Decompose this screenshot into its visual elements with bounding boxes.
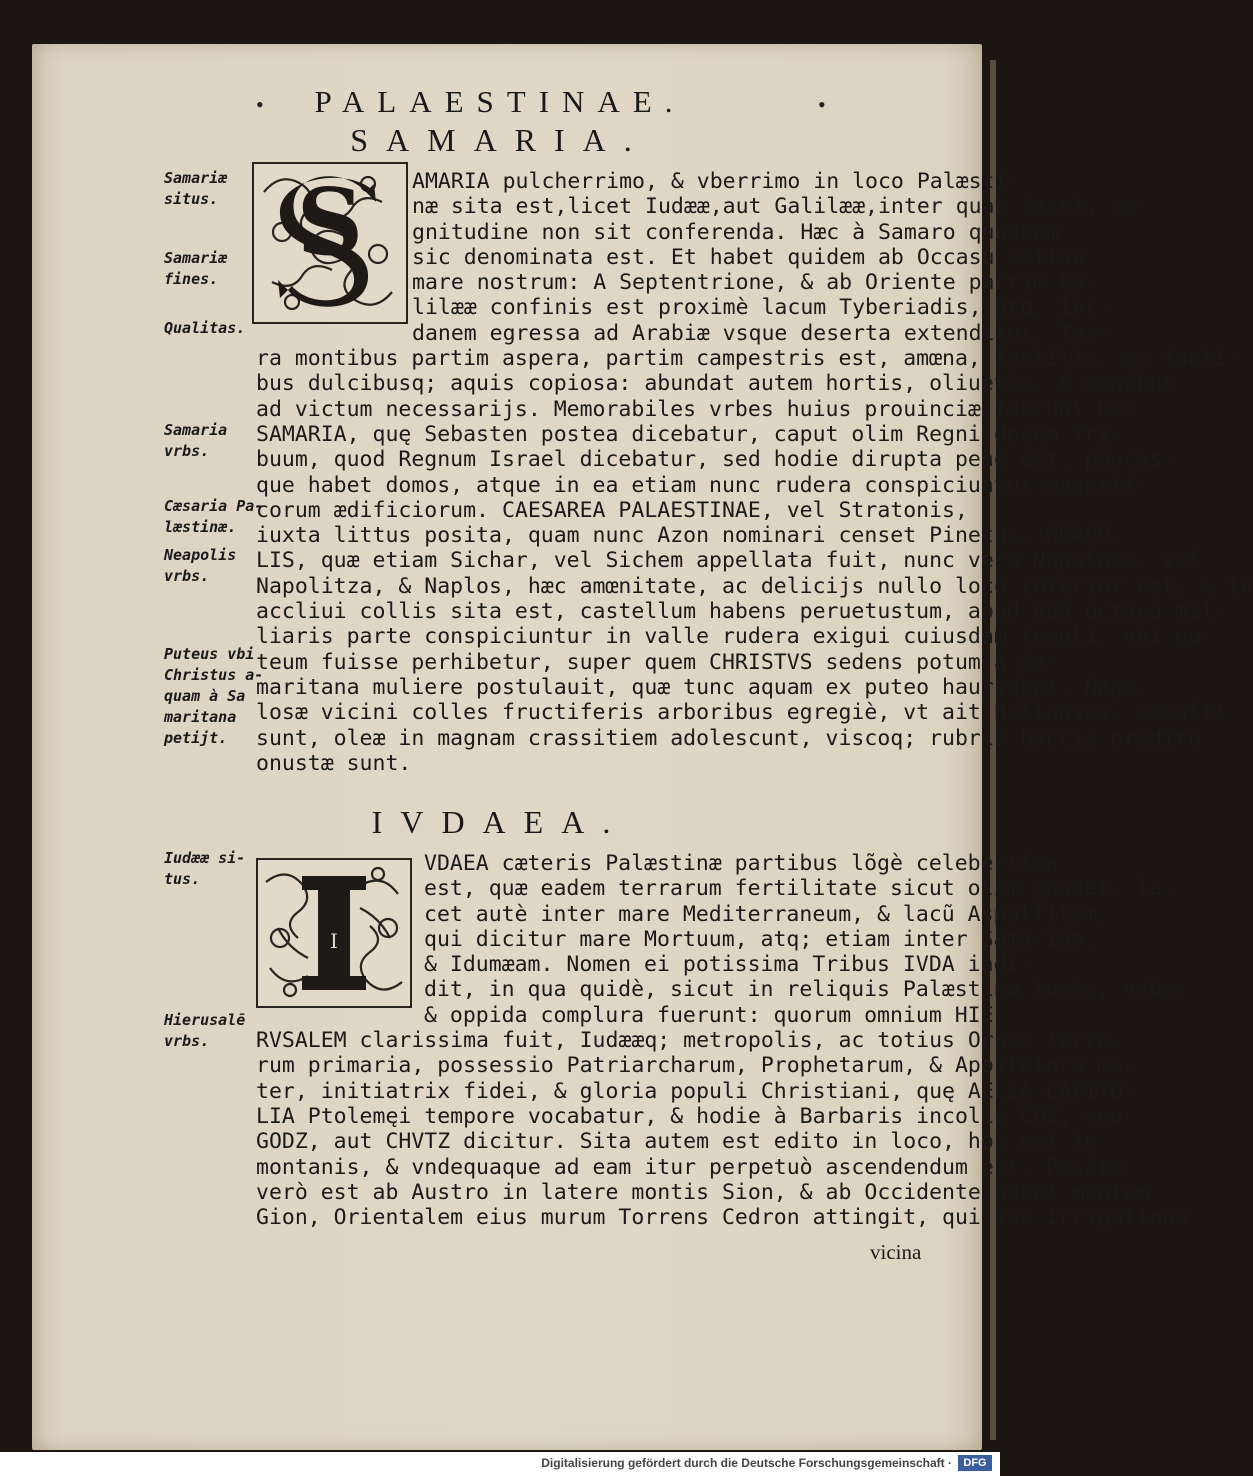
margin-note: Samariæ fines. (164, 249, 228, 288)
text-line: que habet domos, atque in ea etiam nunc rudera conspiciuntur magnifi- (256, 472, 1150, 498)
text-line: montanis, & vndequaque ad eam itur perpetuò ascendendum est. Posita (256, 1154, 1124, 1180)
text-line: mare nostrum: A Septentrione, & ab Oriente partim Ga- (412, 270, 1099, 296)
text-line: bus dulcibusq; aquis copiosa: abundat autem hortis, oliuetis, & omnibus (256, 371, 1176, 397)
text-line: ter, initiatrix fidei, & gloria populi Christiani, quę AELIA CAPITO- (256, 1078, 1137, 1104)
text-line: est, quæ eadem terrarum fertilitate sicut olim gaudet. la- (424, 876, 1175, 902)
text-line: AMARIA pulcherrimo, & vberrimo in loco Palæsti- (412, 169, 1021, 194)
text-line: teum fuisse perhibetur, super quem CHRISTVS sedens potum à Sa- (256, 649, 1059, 675)
section-title-iudaea: IVDAEA. (371, 804, 629, 840)
text-line: losæ vicini colles fructiferis arboribus egregiè, vt ait Bellonius, exculti (256, 700, 1227, 726)
text-line: dit, in qua quidè, sicut in reliquis Palæstinæ locis, vrbes (424, 977, 1188, 1003)
margin-note: Cæsaria læstinæ. (164, 497, 237, 536)
svg-text:I: I (330, 929, 338, 953)
text-line: & oppida complura fuerunt: quorum omnium HIE- (424, 1002, 1007, 1028)
footer-credit: Digitalisierung gefördert durch die Deutsche Forschungsgemeinschaft · (541, 1456, 952, 1470)
text-line: LIA Ptolemęi tempore vocabatur, & hodie à Barbaris incolis COZ, seu (256, 1103, 1124, 1129)
margin-note: Samariæ situs. (164, 169, 228, 208)
margin-note: Neapolis vrbs. (164, 546, 237, 585)
ornament-dot-left: • (256, 92, 264, 117)
section-title-samaria: SAMARIA. (350, 122, 650, 158)
text-line: qui dicitur mare Mortuum, atq; etiam inter Samariam, (424, 926, 1098, 952)
text-line: corum ædificiorum. CAESAREA PALAESTINAE, vel Stratonis, (256, 497, 968, 523)
text-line: GODZ, aut CHVTZ dicitur. Sita autem est edito in loco, hoc est in (256, 1129, 1098, 1155)
svg-text:S: S (296, 168, 364, 276)
catchword: vicina (870, 1240, 922, 1264)
text-line: RVSALEM clarissima fuit, Iudææq; metropolis, ac totius Orbis terra- (256, 1028, 1124, 1054)
text-line: iuxta littus posita, quam nunc Azon nominari censet Pinetus. NEAPO- (256, 523, 1124, 549)
margin-note: Qualitas. (164, 319, 246, 337)
text-line: næ sita est,licet Iudææ,aut Galilææ,inter quas iacet, ma- (412, 194, 1150, 220)
running-head: PALAESTINAE. (314, 84, 686, 119)
text-line: Napolitza, & Naplos, hæc amœnitate, ac delicijs nullo loco inferior est, & in (256, 573, 1253, 599)
footer-bar (0, 1452, 1000, 1476)
text-line: rum primaria, possessio Patriarcharum, Prophetarum, & Apostolorũ ma- (256, 1053, 1137, 1079)
text-line: lilææ confinis est proximè lacum Tyberiadis, atq; Ior- (412, 295, 1111, 321)
text-line: SAMARIA, quę Sebasten postea dicebatur, caput olim Regni decem Tri- (256, 421, 1124, 447)
text-line: liaris parte conspiciuntur in valle rudera exigui cuiusdam templi, vbi pu- (256, 624, 1214, 650)
margin-note: Iudææ si- tus. (164, 849, 246, 888)
text-line: Gion, Orientalem eius murum Torrens Cedron attingit, qui sua irrigatione (256, 1205, 1188, 1231)
text-line: sic denominata est. Et habet quidem ab Occasu æstiuo (412, 244, 1086, 270)
text-line: buum, quod Regnum Israel dicebatur, sed hodie dirupta penè est, paucas- (256, 447, 1176, 473)
text-line: cet autè inter mare Mediterraneum, & lacũ Aspaltitem, (424, 901, 1111, 927)
text-line: accliui collis sita est, castellum habens peruetustum, apud quã octaua mil- (256, 599, 1227, 625)
margin-note: Hierusalē vrbs. (164, 1011, 246, 1050)
dfg-logo[interactable]: DFG (958, 1455, 992, 1471)
text-line: onustæ sunt. (256, 750, 412, 776)
text-line: & Idumæam. Nomen ei potissima Tribus IVDA indi- (424, 952, 1033, 978)
text-line: sunt, oleæ in magnam crassitiem adolescunt, viscoq; rubris baccis prædito (256, 725, 1201, 751)
margin-note: Puteus vbi Christus quam à Sa maritana petijt. (164, 645, 255, 747)
text-line: danem egressa ad Arabiæ vsque deserta extenditur. Ter- (412, 320, 1111, 346)
text-line: verò est ab Austro in latere montis Sion, & ab Occidente habet montem (256, 1179, 1150, 1205)
text-line: VDAEA cæteris Palæstinæ partibus lõgè celeberrima (424, 851, 1059, 876)
text-line: ra montibus partim aspera, partim campestris est, amœna, fertilis, ac fonti- (256, 346, 1240, 372)
margin-note: Samaria vrbs. (164, 421, 228, 460)
text-line: gnitudine non sit conferenda. Hæc à Samaro quondam (412, 219, 1060, 245)
ornament-dot-right: • (818, 92, 826, 117)
text-line: LIS, quæ etiam Sichar, vel Sichem appellata fuit, nunc verò Napolosa, vel (256, 548, 1201, 574)
text-line: maritana muliere postulauit, quæ tunc aquam ex puteo hauriebat. Napo- (256, 674, 1150, 700)
text-line: ad victum necessarijs. Memorabiles vrbes huius prouinciæ fuerunt hæ: (256, 396, 1137, 422)
